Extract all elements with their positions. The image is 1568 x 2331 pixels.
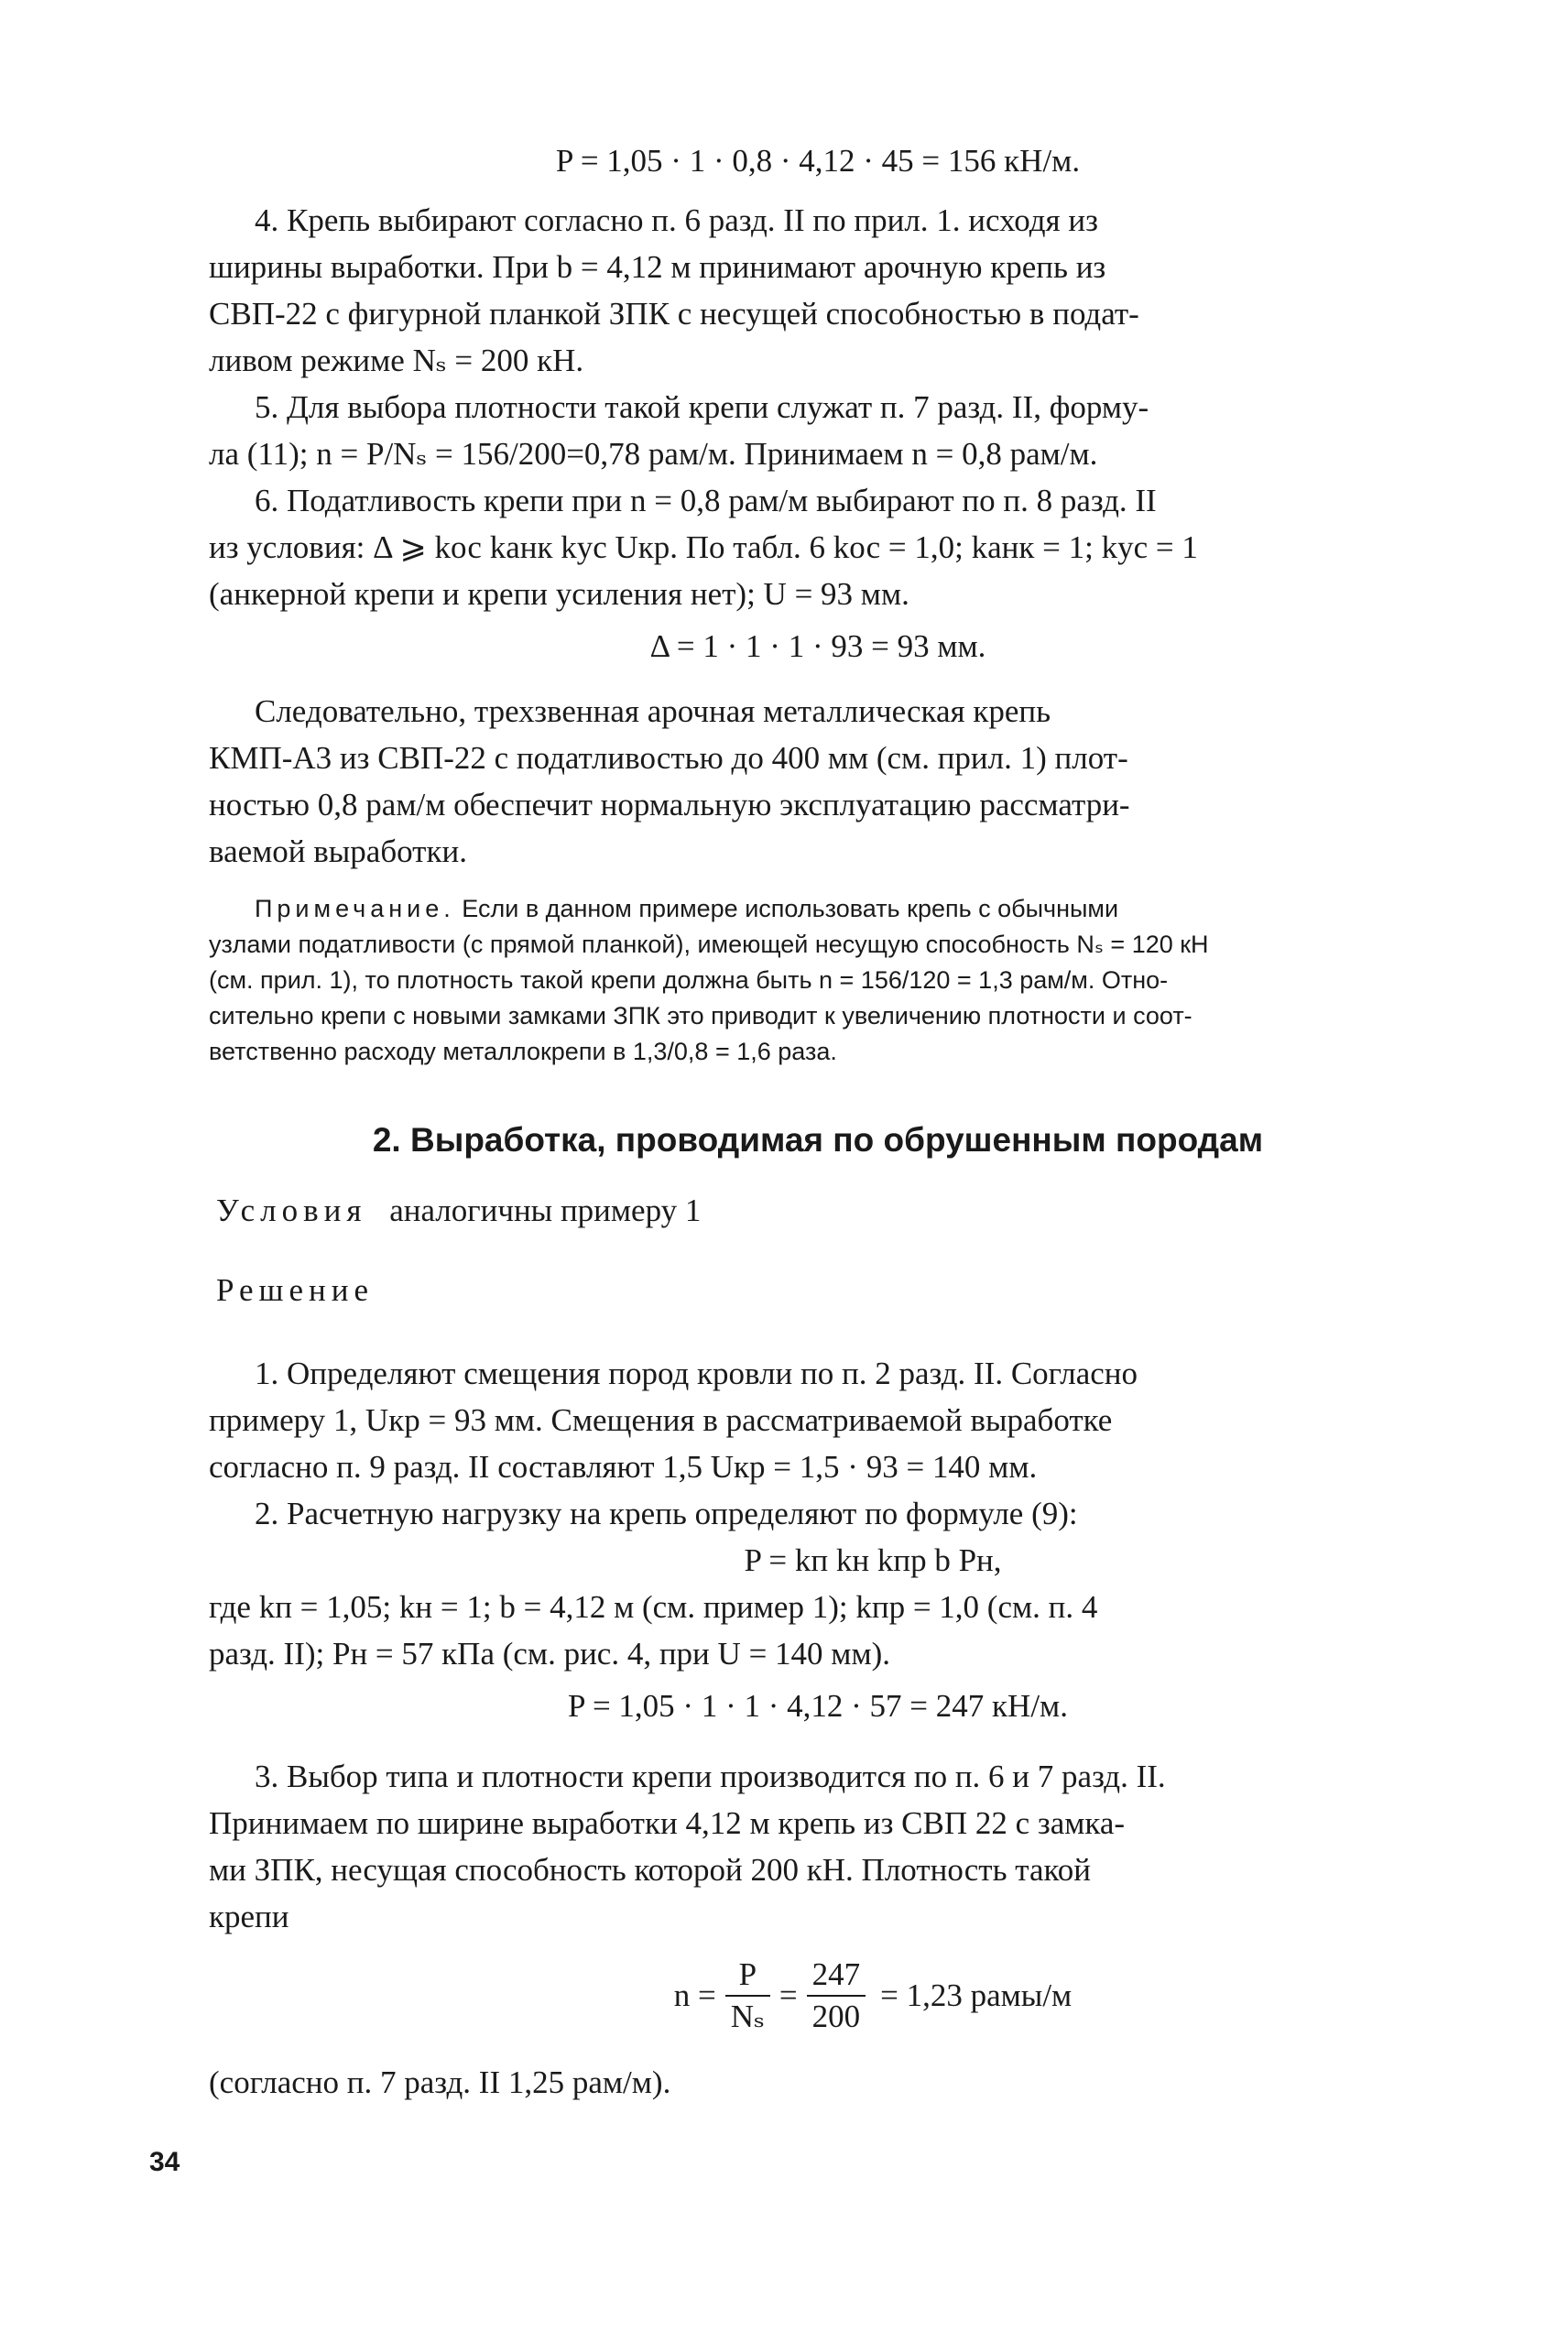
fraction-rhs: = 1,23 рамы/м	[880, 1977, 1073, 2013]
text-line: ла (11); n = P/Nₛ = 156/200=0,78 рам/м. Принимаем n = 0,8 рам/м.	[209, 436, 1098, 472]
text-line: (см. прил. 1), то плотность такой крепи должна быть n = 156/120 = 1,3 рам/м. Отно-	[209, 966, 1169, 994]
text-line: 6. Податливость крепи при n = 0,8 рам/м выбирают по п. 8 разд. II	[255, 483, 1157, 518]
fraction-denominator: Nₛ	[725, 1995, 770, 2035]
paragraph-item-5	[209, 384, 1427, 477]
note-block	[209, 891, 1427, 1070]
text-line: Следовательно, трехзвенная арочная металлическая крепь	[255, 693, 1051, 729]
text-line: из условия: Δ ⩾ kос kанк kус Uкр. По табл. 6 kос = 1,0; kанк = 1; kус = 1	[209, 529, 1198, 565]
paragraph-step-2	[209, 1490, 1427, 1729]
text-line: (анкерной крепи и крепи усиления нет); U = 93 мм.	[209, 576, 909, 612]
text-line: 3. Выбор типа и плотности крепи производится по п. 6 и 7 разд. II.	[255, 1759, 1166, 1794]
fraction-equals: =	[779, 1977, 798, 2013]
note-label: Примечание.	[255, 895, 455, 922]
text-line: примеру 1, Uкр = 93 мм. Смещения в рассматриваемой выработке	[209, 1402, 1113, 1438]
page-number: 34	[149, 2147, 180, 2177]
text-line: ми ЗПК, несущая способность которой 200 кН. Плотность такой	[209, 1852, 1091, 1888]
text-line: Если в данном примере использовать крепь с обычными	[462, 895, 1119, 922]
load-formula: P = 1,05 · 1 · 0,8 · 4,12 · 45 = 156 кН/м.	[555, 143, 1081, 179]
solution-line	[209, 1267, 1427, 1313]
text-line: ширины выработки. При b = 4,12 м принимают арочную крепь из	[209, 249, 1106, 285]
text-line: ностью 0,8 рам/м обеспечит нормальную эксплуатацию рассматри-	[209, 787, 1130, 822]
section-heading: 2. Выработка, проводимая по обрушенным породам	[372, 1121, 1264, 1159]
conditions-text: аналогичны примеру 1	[389, 1193, 702, 1228]
paragraph-conclusion	[209, 688, 1427, 875]
fraction-denominator: 200	[807, 1995, 866, 2035]
text-line: Принимаем по ширине выработки 4,12 м крепь из СВП 22 с замка-	[209, 1805, 1126, 1841]
fraction-numerator: 247	[811, 1956, 861, 1992]
solution-label: Решение	[216, 1272, 375, 1308]
text-line: сительно крепи с новыми замками ЗПК это приводит к увеличению плотности и соот-	[209, 1002, 1192, 1029]
fraction-247-over-200	[807, 1956, 866, 2035]
text-line: ветственно расходу металлокрепи в 1,3/0,8 = 1,6 раза.	[209, 1038, 837, 1065]
text-line: 4. Крепь выбирают согласно п. 6 разд. II по прил. 1. исходя из	[255, 202, 1098, 238]
text-line: КМП-А3 из СВП-22 с податливостью до 400 мм (см. прил. 1) плот-	[209, 740, 1128, 776]
density-formula	[319, 1956, 1427, 2035]
text-line: узлами податливости (с прямой планкой), имеющей несущую способность Nₛ = 120 кН	[209, 931, 1209, 958]
paragraph-step-3	[209, 1753, 1427, 1940]
text-line: 2. Расчетную нагрузку на крепь определяют по формуле (9):	[255, 1496, 1078, 1531]
text-line: согласно п. 9 разд. II составляют 1,5 Uкр = 1,5 · 93 = 140 мм.	[209, 1449, 1038, 1485]
text-line: где kп = 1,05; kн = 1; b = 4,12 м (см. пример 1); kпр = 1,0 (см. п. 4	[209, 1589, 1098, 1625]
paragraph-step-1	[209, 1350, 1427, 1490]
text-line: крепи	[209, 1899, 289, 1934]
text-line: 5. Для выбора плотности такой крепи служат п. 7 разд. II, форму-	[255, 389, 1149, 425]
delta-formula: Δ = 1 · 1 · 1 · 93 = 93 мм.	[649, 628, 986, 664]
conditions-label: Условия	[216, 1193, 367, 1228]
text-line: разд. II); Pн = 57 кПа (см. рис. 4, при U = 140 мм).	[209, 1636, 891, 1672]
load-result-formula: P = 1,05 · 1 · 1 · 4,12 · 57 = 247 кН/м.	[568, 1688, 1068, 1724]
fraction-lhs: n =	[673, 1977, 716, 2013]
document-page	[209, 137, 1427, 2106]
text-line: (согласно п. 7 разд. II 1,25 рам/м).	[209, 2064, 671, 2100]
fraction-p-over-ns	[725, 1956, 770, 2035]
text-line: ливом режиме Nₛ = 200 кН.	[209, 343, 584, 378]
text-line: СВП-22 с фигурной планкой ЗПК с несущей способностью в подат-	[209, 296, 1139, 332]
paragraph-item-4	[209, 197, 1427, 384]
text-line: ваемой выработки.	[209, 833, 467, 869]
load-general-formula: P = kп kн kпр b Pн,	[744, 1542, 1002, 1578]
fraction-numerator: P	[738, 1956, 757, 1992]
text-line: 1. Определяют смещения пород кровли по п. 2 разд. II. Согласно	[255, 1356, 1138, 1391]
conditions-line	[209, 1187, 1427, 1234]
paragraph-item-6	[209, 477, 1427, 617]
